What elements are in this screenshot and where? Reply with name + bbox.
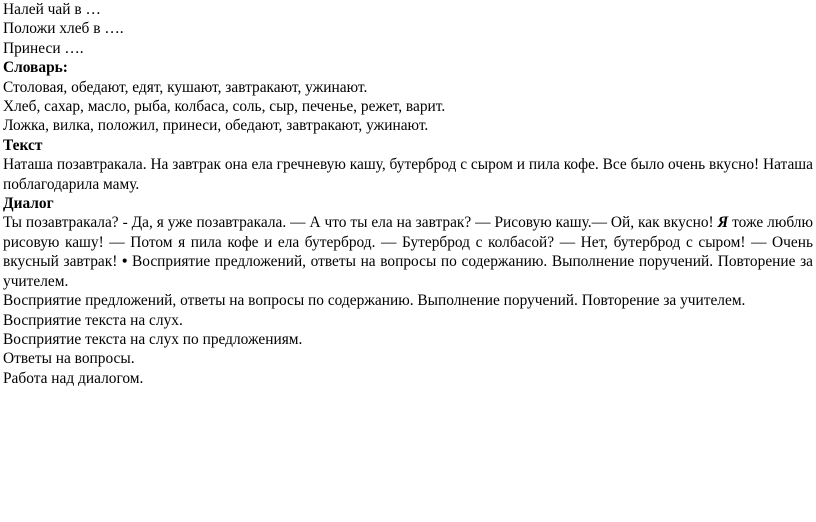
dialog-emphasis: Я: [717, 214, 729, 232]
dialog-text-part2: тоже люблю рисовую кашу! — Потом я пила кофе и ела бутерброд. — Бутерброд с колбасой? — Нет, бутерброд с сыром! — Очень вкусный завтрак!: [3, 214, 813, 271]
vocab-line-food: Хлеб, сахар, масло, рыба, колбаса, соль, сыр, печенье, режет, варит.: [3, 98, 446, 116]
dialog-heading: Диалог: [3, 195, 54, 213]
activity-line-listening: Восприятие текста на слух.: [3, 311, 183, 329]
vocab-line-meals: Столовая, обедают, едят, кушают, завтракают, ужинают.: [3, 78, 368, 96]
prompt-line-bread: Положи хлеб в ….: [3, 20, 124, 38]
dialog-text-part1: Ты позавтракала? - Да, я уже позавтракала. — А что ты ела на завтрак? — Рисовую кашу.— Ой, как вкусно!: [3, 214, 718, 232]
prompt-line-bring: Принеси ….: [3, 39, 84, 57]
activity-line-perception: Восприятие предложений, ответы на вопросы по содержанию. Выполнение поручений. Повторение за учителем.: [3, 292, 746, 310]
vocab-line-utensils: Ложка, вилка, положил, принеси, обедают, завтракают, ужинают.: [3, 117, 429, 135]
activity-line-answers: Ответы на вопросы.: [3, 350, 135, 368]
text-heading: Текст: [3, 136, 43, 154]
text-paragraph: Наташа позавтракала. На завтрак она ела гречневую кашу, бутерброд с сыром и пила кофе. Все было очень вкусно! Наташа поблагодарила маму.: [3, 156, 813, 193]
dialog-paragraph: [3, 213, 813, 291]
activity-line-dialog-work: Работа над диалогом.: [3, 369, 144, 387]
activity-line-listening-sentences: Восприятие текста на слух по предложениям.: [3, 330, 303, 348]
prompt-line-tea: Налей чай в …: [3, 1, 101, 18]
bullet-icon: •: [121, 253, 128, 271]
dialog-text-part3: Восприятие предложений, ответы на вопросы по содержанию. Выполнение поручений. Повторение за учителем.: [3, 253, 813, 290]
document-body: [3, 0, 813, 388]
vocab-heading: Словарь:: [3, 59, 68, 77]
